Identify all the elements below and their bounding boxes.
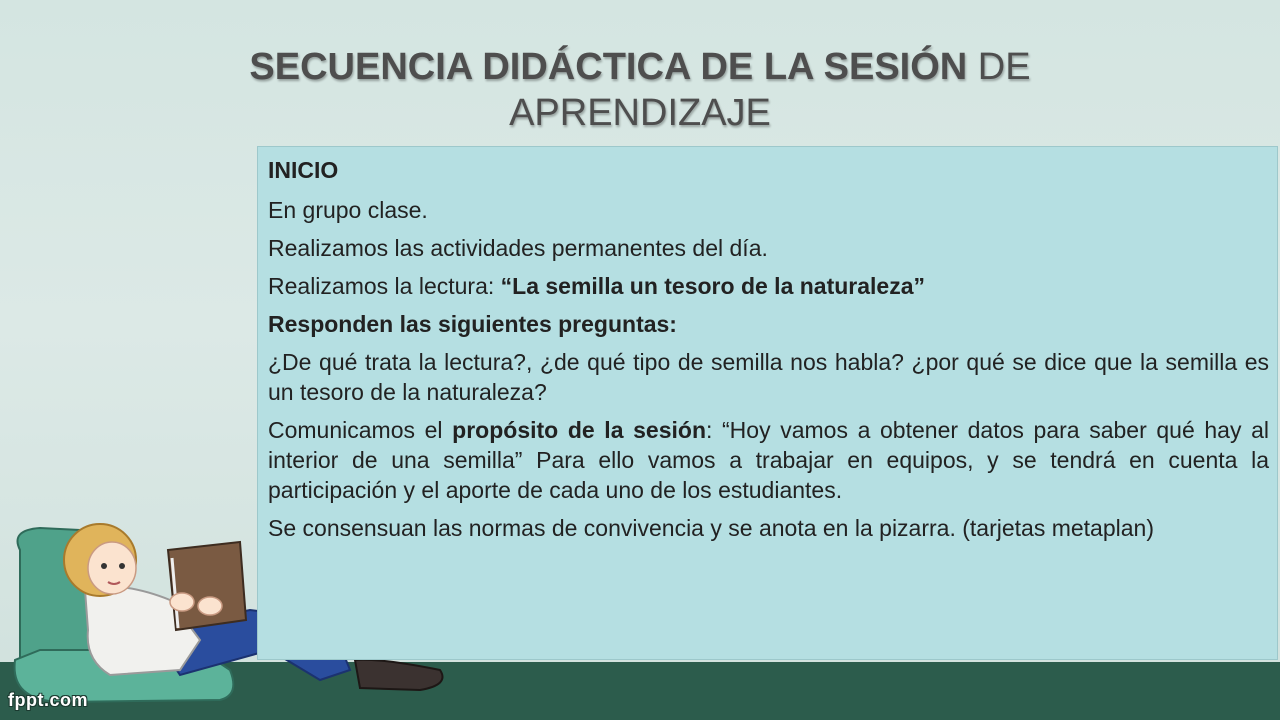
paragraph-grupo: En grupo clase.	[268, 197, 428, 223]
paragraph-preguntas-heading: Responden las siguientes preguntas:	[268, 311, 677, 337]
title-bold-part: SECUENCIA DIDÁCTICA DE LA SESIÓN	[249, 46, 968, 88]
proposito-bold: propósito de la sesión	[452, 417, 706, 443]
title-rest-part: DE	[967, 46, 1031, 88]
paragraph-preguntas: ¿De qué trata la lectura?, ¿de qué tipo de semilla nos habla? ¿por qué se dice que la semilla es un tesoro de la naturaleza?	[268, 349, 1269, 405]
lectura-title: “La semilla un tesoro de la naturaleza”	[500, 273, 926, 299]
paragraph-proposito	[268, 415, 1269, 505]
section-heading: INICIO	[268, 157, 339, 183]
paragraph-actividades: Realizamos las actividades permanentes del día.	[268, 235, 768, 261]
paragraph-normas: Se consensuan las normas de convivencia y se anota en la pizarra. (tarjetas metaplan)	[268, 515, 1154, 541]
title-second-line: APRENDIZAJE	[509, 92, 771, 134]
paragraph-lectura	[268, 271, 1269, 301]
fppt-logo: fppt.com	[8, 690, 88, 710]
proposito-plain-b: : “Hoy vamos a obtener datos para saber qué hay al interior de una semilla” Para ello vamos a trabajar en equipos, y se tendrá en cuenta la participación y el aporte de cada uno de los estudiantes.	[268, 417, 1269, 503]
proposito-plain-a: Comunicamos el	[268, 417, 453, 443]
slide-title	[180, 44, 1100, 136]
content-box	[257, 146, 1278, 660]
lectura-plain: Realizamos la lectura:	[268, 273, 501, 299]
